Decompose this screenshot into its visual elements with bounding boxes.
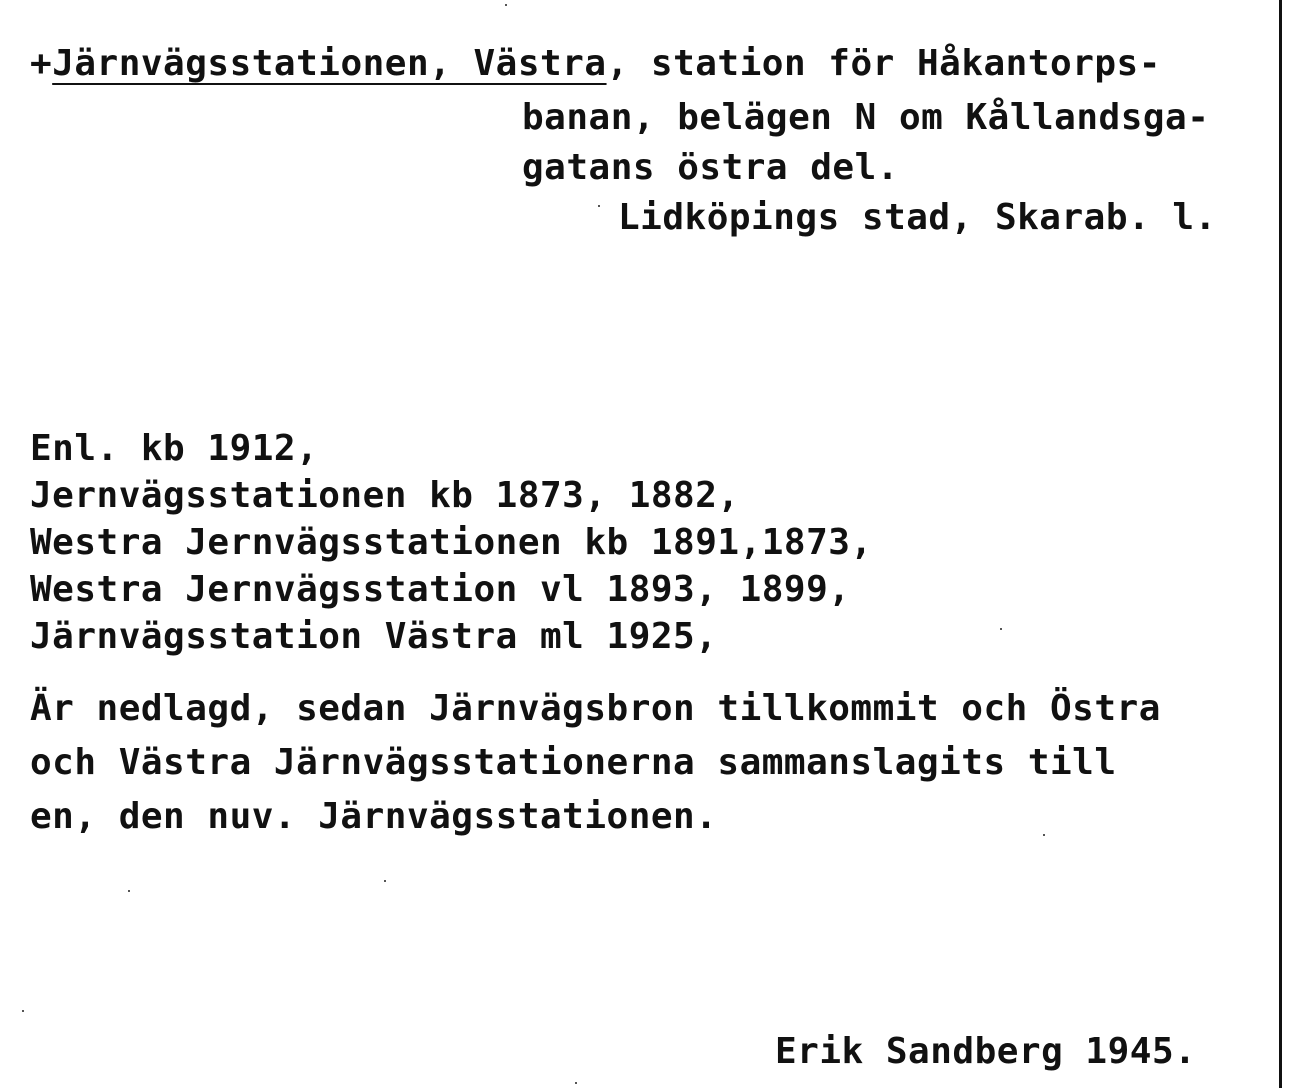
scan-speck — [1043, 834, 1045, 836]
scan-speck — [598, 205, 600, 207]
source-line: Jernvägsstationen kb 1873, 1882, — [30, 475, 740, 516]
entry-location: Lidköpings stad, Skarab. l. — [618, 197, 1217, 238]
note-line: Är nedlagd, sedan Järnvägsbron tillkommit och Östra — [30, 688, 1161, 729]
entry-heading-line-1 — [30, 43, 1161, 84]
entry-heading-line-2: banan, belägen N om Kållandsga- — [522, 97, 1210, 138]
entry-description-start: , station för Håkantorps- — [606, 43, 1161, 84]
entry-term: Järnvägsstationen, Västra — [52, 43, 607, 84]
entry-marker: + — [30, 43, 53, 84]
scan-speck — [128, 890, 130, 892]
scan-speck — [384, 880, 386, 882]
scan-speck — [505, 4, 507, 6]
note-line: och Västra Järnvägsstationerna sammanslagits till — [30, 742, 1117, 783]
source-line: Westra Jernvägsstationen kb 1891,1873, — [30, 522, 873, 563]
source-line: Järnvägsstation Västra ml 1925, — [30, 616, 718, 657]
source-line: Westra Jernvägsstation vl 1893, 1899, — [30, 569, 851, 610]
scan-speck — [575, 1082, 577, 1084]
signature: Erik Sandberg 1945. — [775, 1031, 1197, 1072]
note-line: en, den nuv. Järnvägsstationen. — [30, 796, 718, 837]
scan-speck — [1000, 628, 1002, 630]
entry-heading-line-3: gatans östra del. — [522, 147, 899, 188]
card-edge-line — [1279, 0, 1282, 1088]
source-line: Enl. kb 1912, — [30, 428, 319, 469]
scan-speck — [22, 1010, 24, 1012]
